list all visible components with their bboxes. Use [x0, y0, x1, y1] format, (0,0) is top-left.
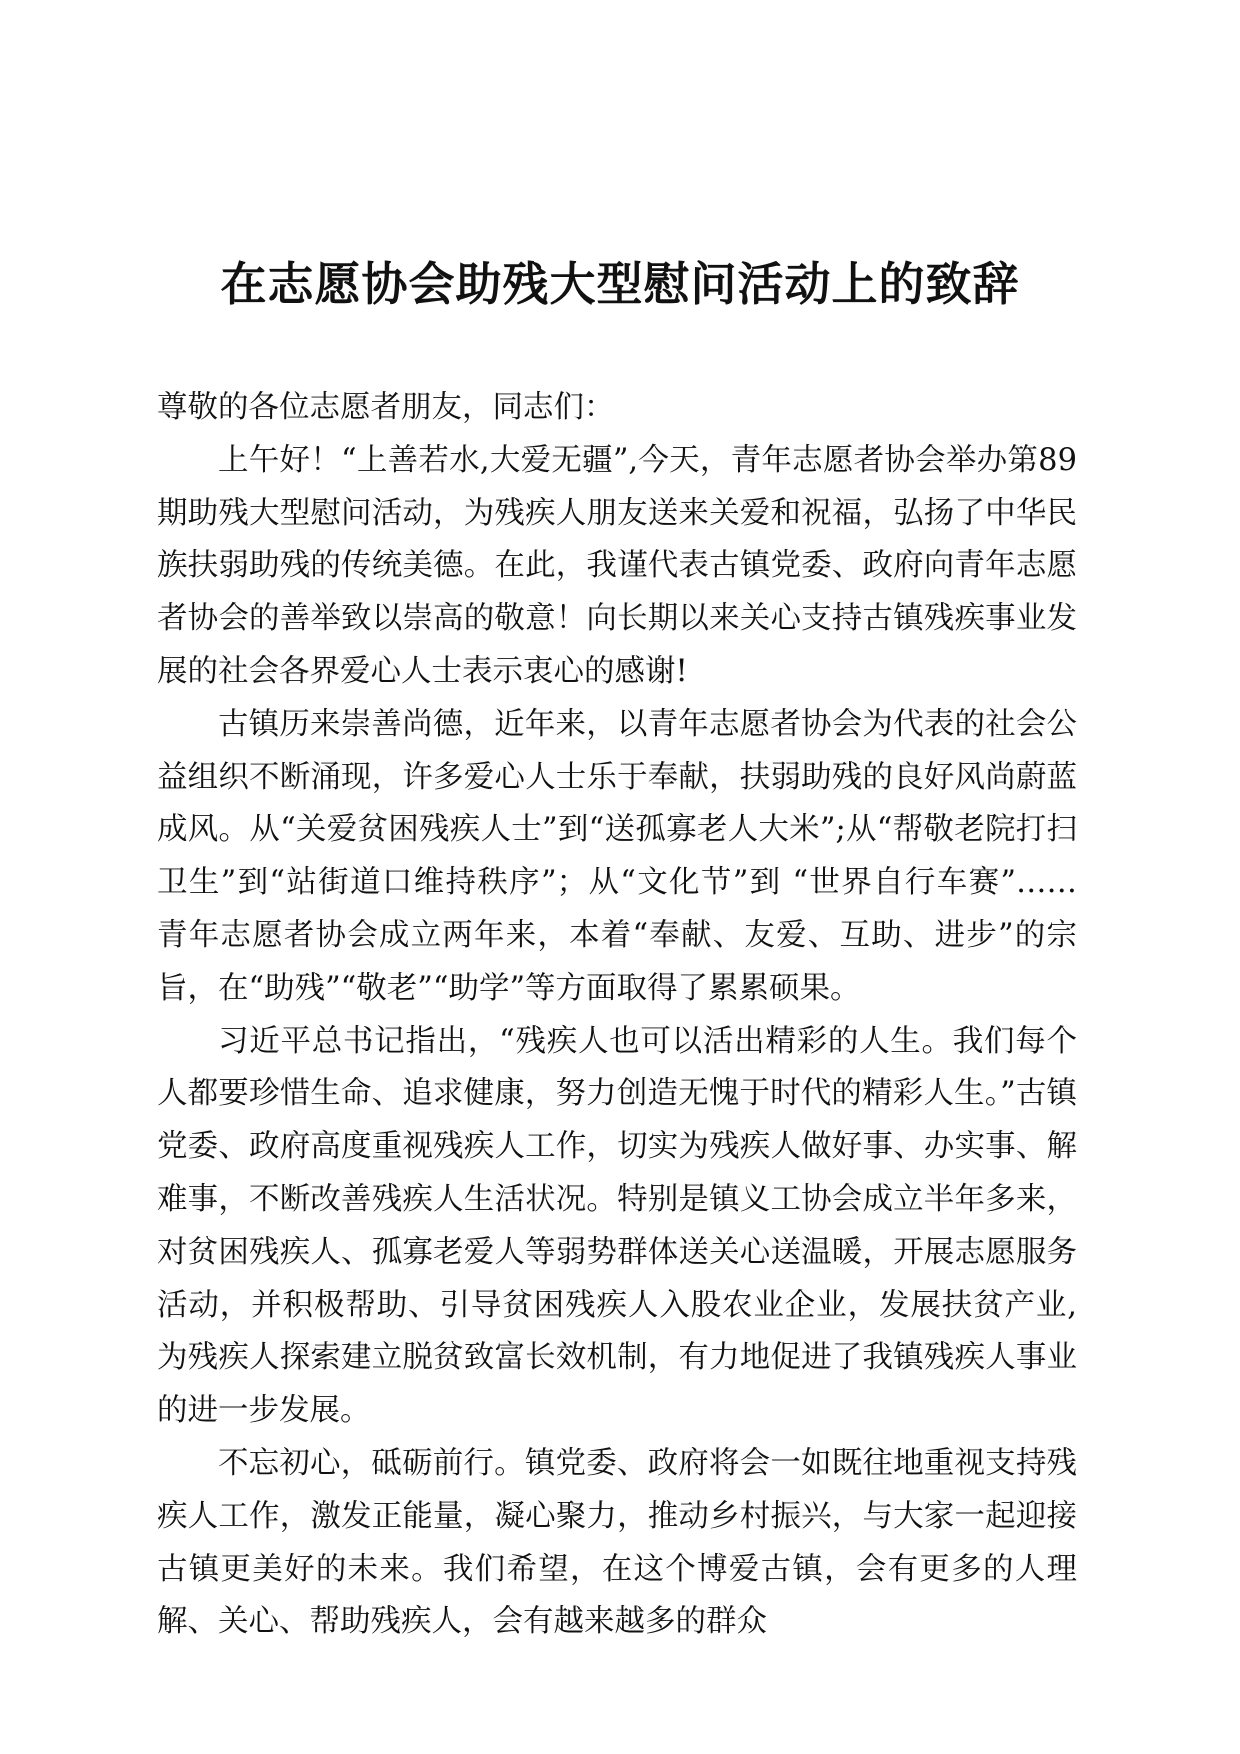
paragraph-policy-work: 习近平总书记指出，“残疾人也可以活出精彩的人生。我们每个人都要珍惜生命、追求健康，努力创造无愧于时代的精彩人生。”古镇党委、政府高度重视残疾人工作，切实为残疾人做好事、办实事、解难事，不断改善残疾人生活状况。特别是镇义工协会成立半年多来，对贫困残疾人、孤寡老爱人等弱势群体送关心送温暖，开展志愿服务活动，并积极帮助、引导贫困残疾人入股农业企业，发展扶贫产业,为残疾人探索建立脱贫致富长效机制，有力地促进了我镇残疾人事业的进一步发展。 — [157, 1023, 1077, 1429]
document-body — [157, 382, 1077, 1649]
paragraph-volunteer-history: 古镇历来崇善尚德，近年来，以青年志愿者协会为代表的社会公益组织不断涌现，许多爱心人士乐于奉献，扶弱助残的良好风尚蔚蓝成风。从“关爱贫困残疾人士”到“送孤寡老人大米”;从“帮敬老院打扫卫生”到“站街道口维持秩序”；从“文化节”到 “世界自行车赛”…… 青年志愿者协会成立两年来，本着“奉献、友爱、互助、进步”的宗旨，在“助残”“敬老”“助学”等方面取得了累累硕果。 — [157, 706, 1077, 1006]
salutation: 尊敬的各位志愿者朋友，同志们： — [157, 390, 615, 425]
paragraph-future: 不忘初心，砥砺前行。镇党委、政府将会一如既往地重视支持残疾人工作，激发正能量，凝心聚力，推动乡村振兴，与大家一起迎接古镇更美好的未来。我们希望，在这个博爱古镇，会有更多的人理解、关心、帮助残疾人，会有越来越多的群众 — [157, 1445, 1077, 1640]
document-title: 在志愿协会助残大型慰问活动上的致辞 — [220, 257, 1020, 311]
paragraph-greeting: 上午好！“上善若水,大爱无疆”,今天，青年志愿者协会举办第89期助残大型慰问活动，为残疾人朋友送来关爱和祝福，弘扬了中华民族扶弱助残的传统美德。在此，我谨代表古镇党委、政府向青年志愿者协会的善举致以崇高的敬意！向长期以来关心支持古镇残疾事业发展的社会各界爱心人士表示衷心的感谢! — [157, 442, 1077, 689]
